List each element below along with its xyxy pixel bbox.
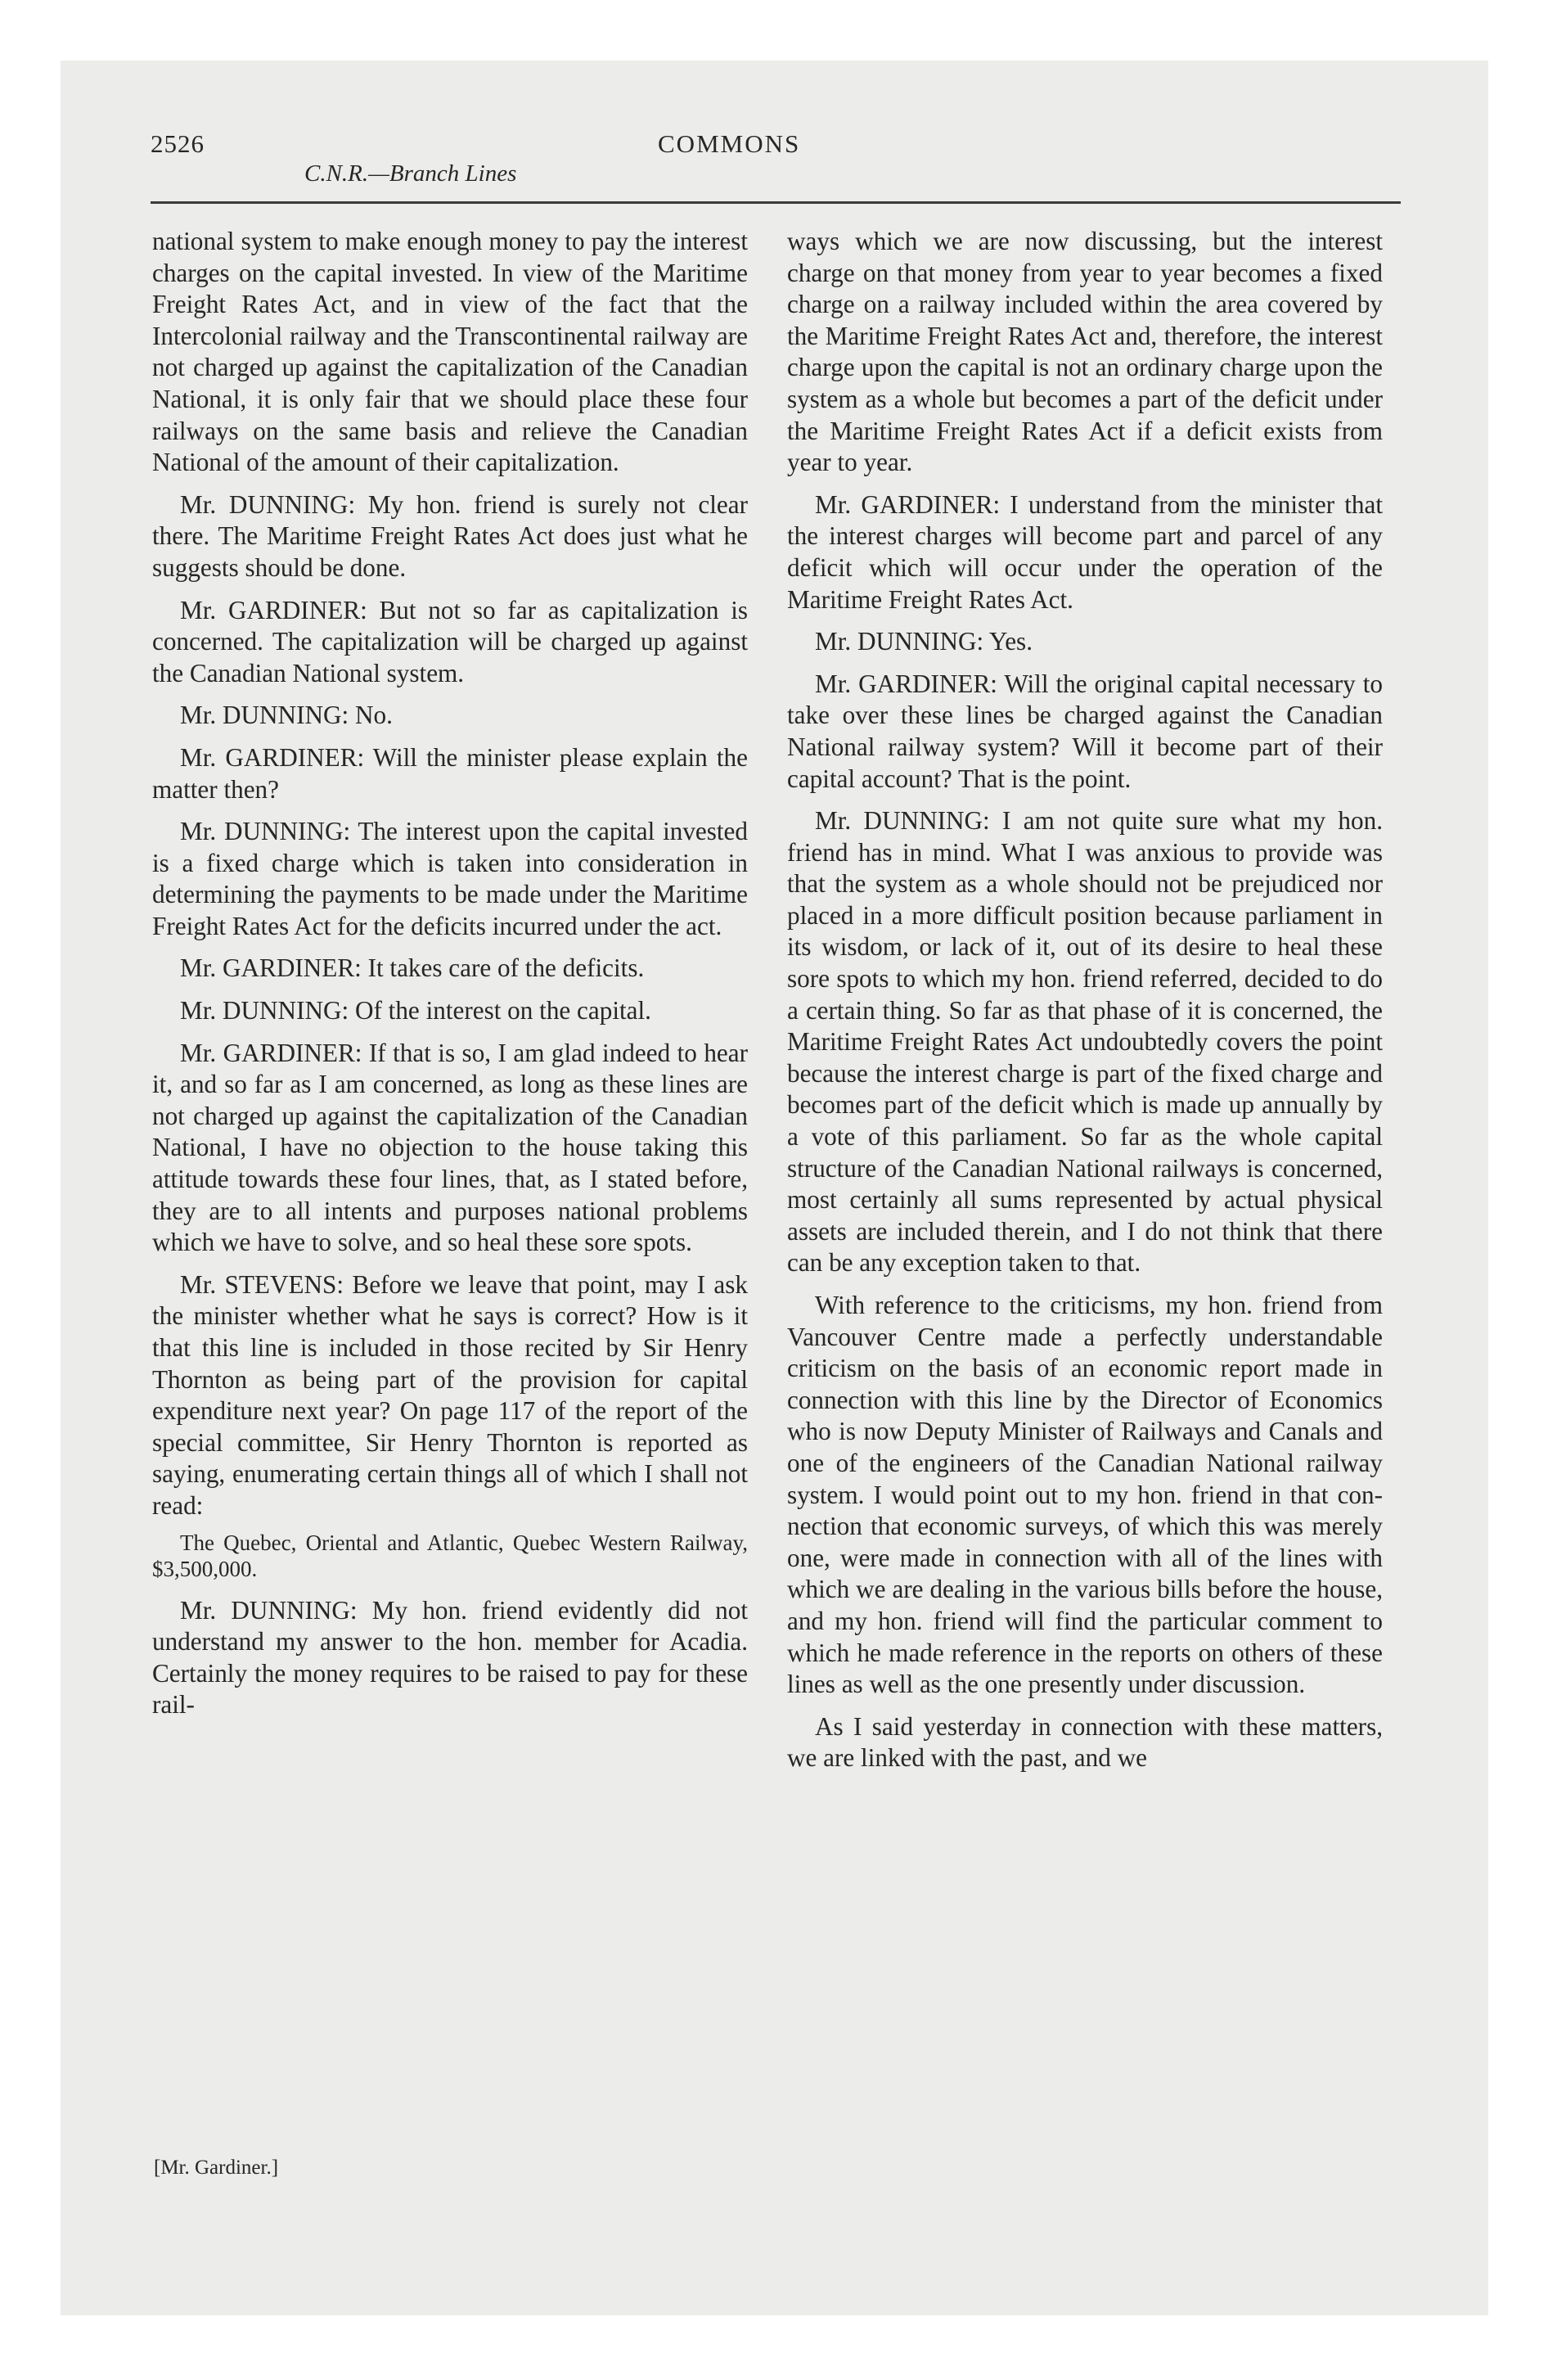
speaker-footnote: [Mr. Gardiner.] (154, 2157, 279, 2179)
paragraph: ways which we are now discussing, but the interest charge on that money from year to year becomes a fixed charge on a railway included within the area covered by the Maritime Freight Rates Act and, therefore, the interest charge upon the capital is not an ordinary charge upon the system as a whole but becomes a part of the deficit under the Maritime Freight Rates Act if a deficit exists from year to year. (787, 227, 1383, 477)
section-heading: C.N.R.—Branch Lines (304, 160, 517, 187)
paragraph: As I said yesterday in connection with these matters, we are linked with the past, and we (787, 1711, 1383, 1773)
paragraph: Mr. GARDINER: If that is so, I am glad indeed to hear it, and so far as I am concerned, as long as these lines are not charged up against the capitalization of the Canadian National, I have no objection to the house taking this attitude towards these four lines, that, as I stated before, they are to all intents and purposes national problems which we have to solve, and so heal these sore spots. (152, 1038, 748, 1257)
paragraph: Mr. DUNNING: Yes. (815, 627, 1033, 656)
paragraph: Mr. DUNNING: My hon. friend evidently did not understand my answer to the hon. member for Acadia. Certainly the money requires to be raised to pay for these rail- (152, 1595, 748, 1720)
paragraph: Mr. DUNNING: My hon. friend is surely not clear there. The Maritime Freight Rates Act does just what he suggests should be done. (152, 489, 748, 582)
paragraph: Mr. GARDINER: But not so far as capitalization is concerned. The capitalization will be charged up against the Canadian National system. (152, 595, 748, 687)
paragraph: Mr. DUNNING: No. (180, 701, 393, 730)
paragraph: Mr. GARDINER: Will the minister please explain the matter then? (152, 742, 748, 804)
paragraph: Mr. GARDINER: I understand from the minister that the interest charges will become part and parcel of any deficit which will occur under the operation of the Maritime Freight Rates Act. (787, 489, 1383, 614)
header-rule (151, 201, 1401, 204)
paragraph: Mr. STEVENS: Before we leave that point, may I ask the minister whether what he says is correct? How is it that this line is included in those recited by Sir Henry Thornton as being part of the provision for capital expenditure next year? On page 117 of the report of the special committee, Sir Henry Thornton is reported as saying, enumerating certain things all of which I shall not read: (152, 1269, 748, 1520)
block-quote: The Quebec, Oriental and Atlantic, Quebec Western Railway, $3,500,000. (152, 1530, 748, 1581)
page-number: 2526 (151, 129, 205, 158)
paragraph: Mr. GARDINER: Will the original capital necessary to take over these lines be charged against the Canadian National railway system? Will it become part of their capital account? That is the point. (787, 669, 1383, 793)
paragraph: Mr. DUNNING: I am not quite sure what my hon. friend has in mind. What I was anxious to provide was that the system as a whole should not be prejudiced nor placed in a more difficult position because parliament in its wisdom, or lack of it, out of its desire to heal these sore spots to which my hon. friend referred, decided to do a certain thing. So far as that phase of it is concerned, the Maritime Freight Rates Act undoubtedly covers the point because the interest charge is part of the fixed charge and becomes part of the deficit which is made up annually by a vote of this parliament. So far as the whole capital structure of the Canadian National railways is concerned, most certainly all sums represented by actual physical assets are included therein, and I do not think that there can be any exception taken to that. (787, 806, 1383, 1278)
paragraph: Mr. GARDINER: It takes care of the deficits. (180, 953, 645, 983)
paragraph: With reference to the criticisms, my hon. friend from Vancouver Centre made a perfectly understandable criticism on the basis of an economic report made in connection with this line by the Director of Economics who is now Deputy Minister of Railways and Canals and one of the engineers of the Canadian National railway system. I would point out to my hon. friend in that connection that economic surveys, of which this was merely one, were made in connection with all of the lines with which we are dealing in the various bills before the house, and my hon. friend will find the particular comment to which he made reference in the reports on others of these lines as well as the one presently under discussion. (787, 1291, 1383, 1699)
paragraph: national system to make enough money to pay the interest charges on the capital invested. In view of the Maritime Freight Rates Act, and in view of the fact that the Intercolonial railway and the Transcontinental railway are not charged up against the capitalization of the Canadian National, it is only fair that we should place these four railways on the same basis and relieve the Canadian National of the amount of their capitalization. (152, 227, 748, 477)
paragraph: Mr. DUNNING: The interest upon the capital invested is a fixed charge which is taken into consideration in determining the payments to be made under the Maritime Freight Rates Act for the deficits incurred under the act. (152, 817, 748, 940)
right-column (787, 226, 1383, 1785)
paragraph: Mr. DUNNING: Of the interest on the capital. (180, 996, 651, 1025)
running-title: COMMONS (658, 129, 801, 158)
left-column (152, 226, 748, 1732)
